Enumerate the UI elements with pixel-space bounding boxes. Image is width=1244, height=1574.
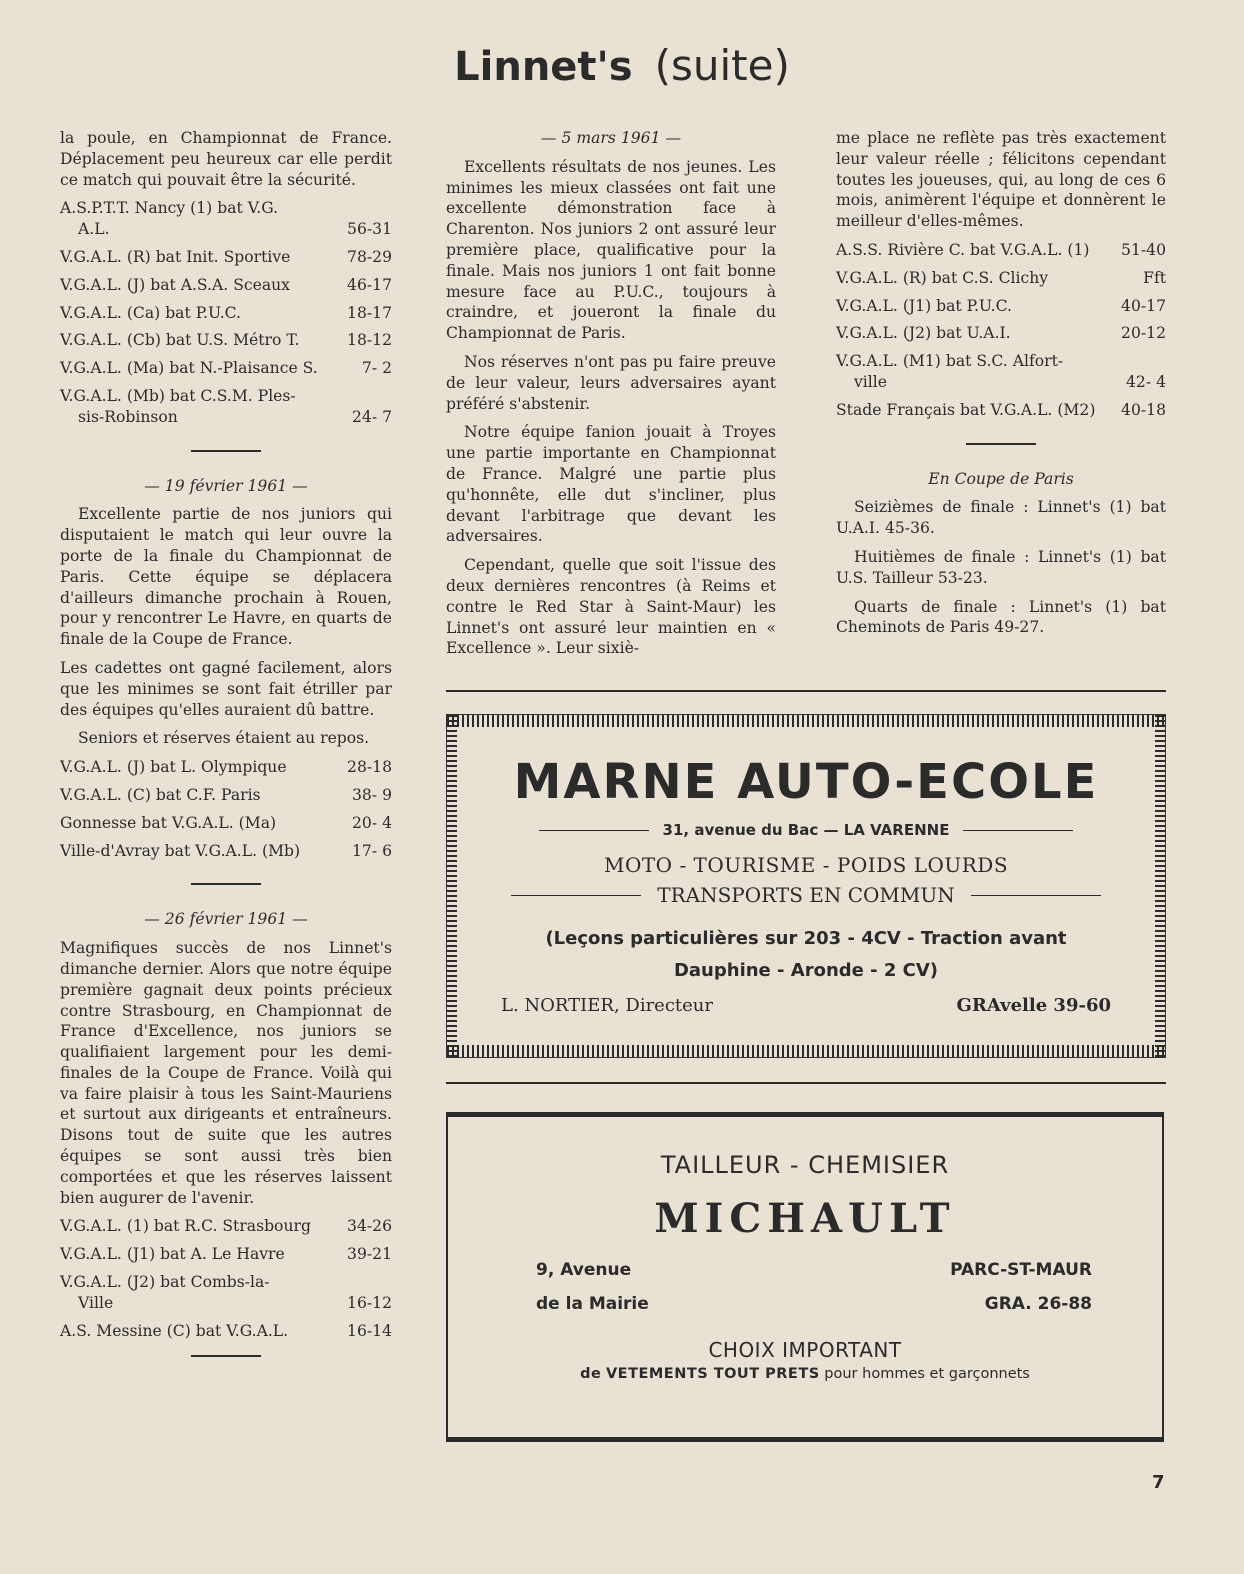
result-row: A.S. Messine (C) bat V.G.A.L. 16-14 [60, 1321, 392, 1340]
ad-michault-name: MICHAULT [654, 1195, 956, 1242]
result-row: V.G.A.L. (J1) bat A. Le Havre 39-21 [60, 1245, 392, 1264]
page-title [0, 34, 1244, 97]
result-row: V.G.A.L. (Ca) bat P.U.C. 18-17 [60, 303, 392, 322]
result-row: V.G.A.L. (Mb) bat C.S.M. Ples- sis-Robinson 24- 7 [60, 386, 392, 426]
result-row: V.G.A.L. (1) bat R.C. Strasbourg 34-26 [60, 1217, 392, 1236]
ad-michault-trade: TAILLEUR - CHEMISIER [660, 1151, 950, 1179]
paragraph: Les cadettes ont gagné facilement, alors que les minimes se sont fait étriller par des équipes qu'elles auraient dû battre. [60, 658, 392, 719]
date-heading: — 5 mars 1961 — [540, 129, 682, 147]
result-row: V.G.A.L. (J2) bat U.A.I. 20-12 [836, 324, 1166, 343]
paragraph: Nos réserves n'ont pas pu faire preuve de leur valeur, leurs adversaires ayant préféré s'abstenir. [446, 352, 776, 413]
ad-marne-auto-ecole [446, 714, 1166, 1058]
paragraph: Seizièmes de finale : Linnet's (1) bat U.A.I. 45-36. [836, 498, 1166, 538]
title-suffix: (suite) [654, 41, 790, 90]
result-row: V.G.A.L. (J2) bat Combs-la- Ville 16-12 [60, 1273, 392, 1312]
result-row: V.G.A.L. (M1) bat S.C. Alfort- ville 42- 4 [836, 352, 1166, 391]
result-row: V.G.A.L. (Ma) bat N.-Plaisance S. 7- 2 [60, 359, 392, 378]
column-1 [60, 128, 392, 1381]
section-divider [191, 450, 261, 452]
paragraph: Notre équipe fanion jouait à Troyes une partie importante en Championnat de France. Malgré une partie plus qu'honnête, elle dut s'incliner, plus devant l'arbitrage que devant les adversaires. [446, 423, 776, 546]
result-row: Stade Français bat V.G.A.L. (M2) 40-18 [836, 400, 1166, 419]
result-row: Ville-d'Avray bat V.G.A.L. (Mb) 17- 6 [60, 841, 392, 860]
paragraph: me place ne reflète pas très exactement leur valeur réelle ; félicitons cependant toutes les joueuses, qui, au long de ces 6 mois, animèrent l'équipe et donnèrent le meilleur d'elles-mêmes. [836, 129, 1166, 231]
ad-michault-tagline: de VETEMENTS TOUT PRETS pour hommes et garçonnets [580, 1366, 1030, 1382]
result-row: V.G.A.L. (R) bat Init. Sportive 78-29 [60, 247, 392, 266]
coupe-heading: En Coupe de Paris [928, 469, 1074, 488]
ad-michault-row2: de la Mairie GRA. 26-88 [536, 1294, 1092, 1314]
ad-michault [446, 1112, 1164, 1442]
ad-marne-contact: L. NORTIER, Directeur GRAvelle 39-60 [501, 995, 1111, 1016]
result-row: A.S.S. Rivière C. bat V.G.A.L. (1) 51-40 [836, 240, 1166, 259]
paragraph: Seniors et réserves étaient au repos. [78, 729, 370, 748]
col1-intro: la poule, en Championnat de France. Déplacement peu heureux car elle perdit ce match qui pouvait être la sécurité. [60, 129, 392, 189]
paragraph: Magnifiques succès de nos Linnet's dimanche dernier. Alors que notre équipe première gagnait deux points précieux contre Strasbourg, en Championnat de France d'Excellence, nos juniors se qualifiaient largement pour les demi-finales de la Coupe de France. Voilà qui va faire plaisir à tous les Saint-Mauriens et surtout aux dirigeants et entraîneurs. Disons tout de suite que les autres équipes se sont aussi très bien comportées et que les réserves laissent bien augurer de l'avenir. [60, 939, 392, 1207]
column-3 [836, 128, 1166, 646]
result-row: V.G.A.L. (C) bat C.F. Paris 38- 9 [60, 785, 392, 804]
result-row: V.G.A.L. (J) bat A.S.A. Sceaux 46-17 [60, 275, 392, 294]
page-number: 7 [1152, 1472, 1165, 1493]
title-main: Linnet's [454, 44, 633, 90]
date-heading: — 19 février 1961 — [144, 476, 308, 495]
paragraph: Quarts de finale : Linnet's (1) bat Cheminots de Paris 49-27. [836, 597, 1166, 637]
paragraph: Excellente partie de nos juniors qui disputaient le match qui leur ouvre la porte de la finale du Championnat de Paris. Cette équipe se déplacera d'ailleurs dimanche prochain à Rouen, pour y rencontrer Le Havre, en quarts de finale de la Coupe de France. [60, 505, 392, 649]
column-2 [446, 128, 776, 667]
ad-marne-address: 31, avenue du Bac — LA VARENNE [459, 821, 1153, 839]
section-divider [966, 443, 1036, 445]
paragraph: Cependant, quelle que soit l'issue des deux dernières rencontres (à Reims et contre le Red Star à Saint-Maur) les Linnet's ont assuré leur maintien en « Excellence ». Leur sixiè- [446, 556, 776, 658]
ad-marne-name: MARNE AUTO-ECOLE [513, 754, 1099, 810]
ad-marne-services: MOTO - TOURISME - POIDS LOURDS [603, 853, 1009, 877]
result-row: Gonnesse bat V.G.A.L. (Ma) 20- 4 [60, 813, 392, 832]
paragraph: Huitièmes de finale : Linnet's (1) bat U.S. Tailleur 53-23. [836, 547, 1166, 587]
result-row: V.G.A.L. (Cb) bat U.S. Métro T. 18-12 [60, 331, 392, 350]
horizontal-rule [446, 690, 1166, 692]
ad-michault-choice: CHOIX IMPORTANT [708, 1338, 902, 1362]
result-row: V.G.A.L. (R) bat C.S. Clichy Fft [836, 268, 1166, 287]
date-heading: — 26 février 1961 — [144, 910, 308, 929]
ad-michault-row1: 9, Avenue PARC-ST-MAUR [536, 1260, 1092, 1280]
section-divider [191, 883, 261, 885]
result-row: A.S.P.T.T. Nancy (1) bat V.G. A.L. 56-31 [60, 199, 392, 239]
ad-marne-lessons: (Leçons particulières sur 203 - 4CV - Traction avant Dauphine - Aronde - 2 CV) [545, 928, 1067, 981]
ad-marne-services-2: TRANSPORTS EN COMMUN [459, 883, 1153, 907]
horizontal-rule [446, 1082, 1166, 1084]
result-row: V.G.A.L. (J) bat L. Olympique 28-18 [60, 758, 392, 777]
result-row: V.G.A.L. (J1) bat P.U.C. 40-17 [836, 296, 1166, 315]
paragraph: Excellents résultats de nos jeunes. Les minimes les mieux classées ont fait une excellente démonstration face à Charenton. Nos juniors 2 ont assuré leur première place, qualificative pour la finale. Mais nos juniors 1 ont fait bonne mesure face au P.U.C., toujours à craindre, et joueront la finale du Championnat de Paris. [446, 157, 776, 343]
section-divider [191, 1355, 261, 1357]
